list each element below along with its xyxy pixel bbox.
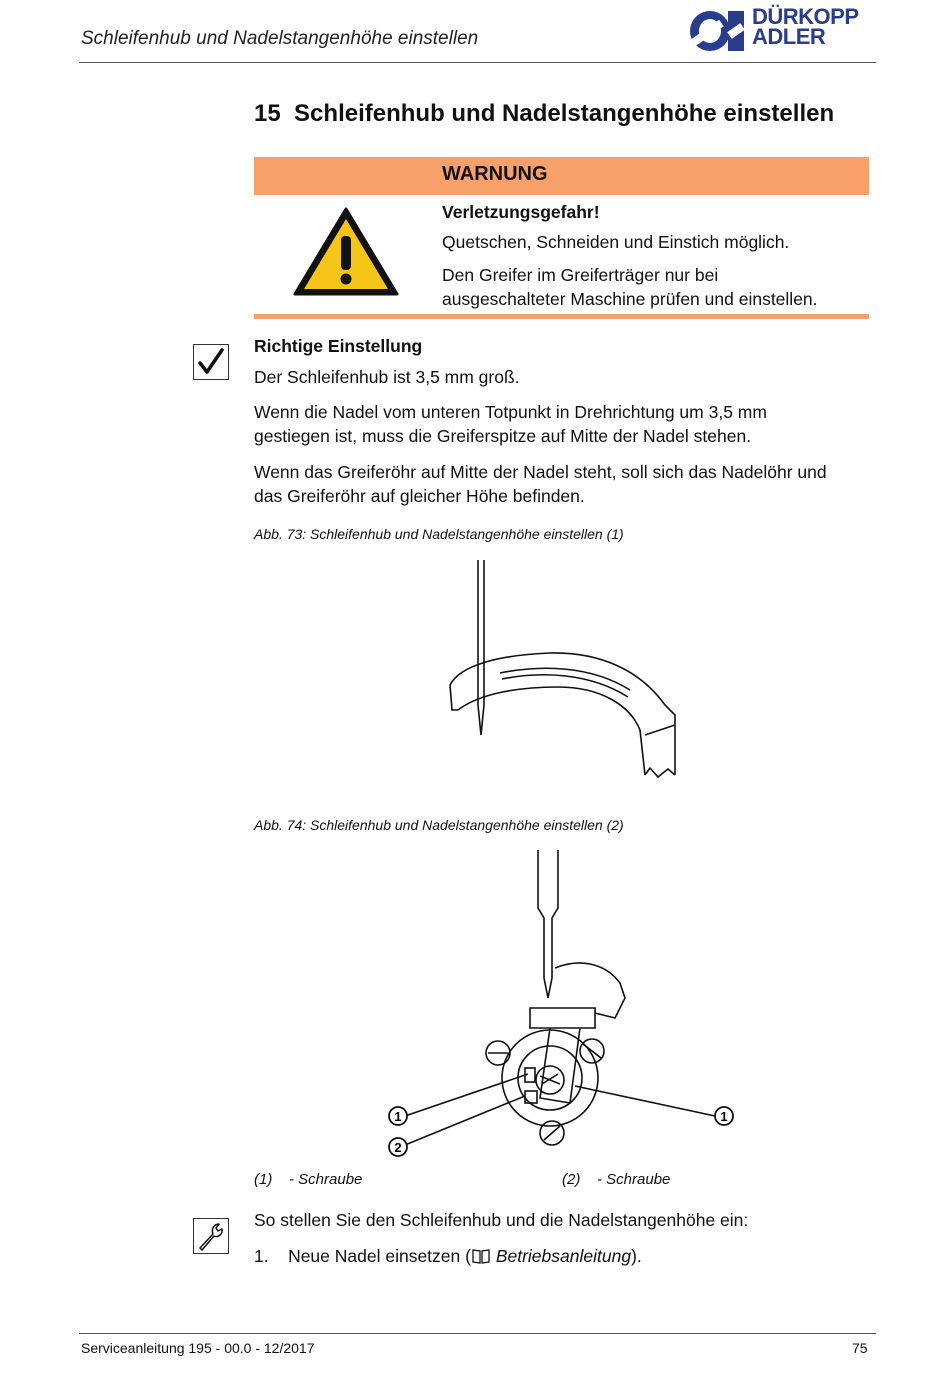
legend-item-1 (254, 1171, 362, 1188)
step-1-end: ). (631, 1246, 642, 1266)
callout-1-right-label: 1 (720, 1109, 728, 1124)
brand-line-1: DÜRKOPP (752, 4, 859, 29)
callout-2 (389, 1138, 407, 1156)
warning-heading: Verletzungsgefahr! (442, 202, 600, 222)
footer-document-id: Serviceanleitung 195 - 00.0 - 12/2017 (81, 1340, 315, 1356)
brand-name (752, 4, 859, 49)
warning-text-1: Quetschen, Schneiden und Einstich möglich. (442, 232, 790, 252)
warning-triangle-icon (292, 206, 400, 298)
correct-setting-heading: Richtige Einstellung (254, 336, 423, 356)
figure-73-caption: Abb. 73: Schleifenhub und Nadelstangenhöhe einstellen (1) (254, 526, 624, 542)
footer-divider (79, 1333, 876, 1334)
step-1-text: Neue Nadel einsetzen ( (288, 1246, 471, 1266)
legend-item-2 (562, 1171, 670, 1188)
procedure-intro: So stellen Sie den Schleifenhub und die Nadelstangenhöhe ein: (254, 1210, 749, 1230)
brand-line-2: ADLER (752, 24, 826, 49)
callout-1-right (715, 1107, 733, 1125)
warning-bottom-bar (254, 314, 869, 319)
correct-setting-p3b: das Greiferöhr auf gleicher Höhe befinden. (254, 486, 585, 506)
footer-page-number: 75 (852, 1340, 868, 1356)
figure-74-hook-assembly-drawing (380, 848, 750, 1163)
logo-mark-icon (688, 9, 750, 53)
chapter-number: 15 (254, 100, 281, 127)
wrench-box (193, 1218, 229, 1254)
procedure-step-1 (254, 1244, 642, 1268)
legend-item-1-text: - Schraube (289, 1171, 363, 1188)
chapter-title: Schleifenhub und Nadelstangenhöhe einstellen (294, 100, 835, 127)
running-header-title: Schleifenhub und Nadelstangenhöhe einstellen (81, 28, 479, 49)
legend-item-1-number: (1) (254, 1171, 273, 1188)
warning-text-2a: Den Greifer im Greiferträger nur bei (442, 265, 719, 285)
checkmark-icon (194, 345, 228, 379)
correct-setting-p1: Der Schleifenhub ist 3,5 mm groß. (254, 367, 520, 387)
step-1-number: 1. (254, 1246, 269, 1266)
legend-item-2-number: (2) (562, 1171, 581, 1188)
callout-1-left (389, 1107, 407, 1125)
warning-label: WARNUNG (442, 163, 548, 185)
legend-item-2-text: - Schraube (597, 1171, 671, 1188)
figure-74-caption: Abb. 74: Schleifenhub und Nadelstangenhöhe einstellen (2) (254, 817, 624, 833)
brand-logo (688, 9, 750, 58)
callout-1-left-label: 1 (394, 1109, 402, 1124)
figure-73-needle-hook-drawing (440, 555, 690, 785)
callout-2-label: 2 (394, 1140, 402, 1155)
warning-text-2b: ausgeschalteter Maschine prüfen und einstellen. (442, 289, 818, 309)
wrench-icon (194, 1219, 228, 1253)
correct-setting-p3a: Wenn das Greiferöhr auf Mitte der Nadel steht, soll sich das Nadelöhr und (254, 462, 827, 482)
warning-header-bar (254, 157, 869, 195)
chapter-heading (254, 100, 834, 128)
book-icon (471, 1248, 491, 1264)
header-divider (79, 62, 876, 63)
correct-setting-p2a: Wenn die Nadel vom unteren Totpunkt in Drehrichtung um 3,5 mm (254, 402, 767, 422)
checkmark-box (193, 344, 229, 380)
step-1-reference-link[interactable]: Betriebsanleitung (495, 1246, 632, 1266)
correct-setting-p2b: gestiegen ist, muss die Greiferspitze auf Mitte der Nadel stehen. (254, 426, 752, 446)
